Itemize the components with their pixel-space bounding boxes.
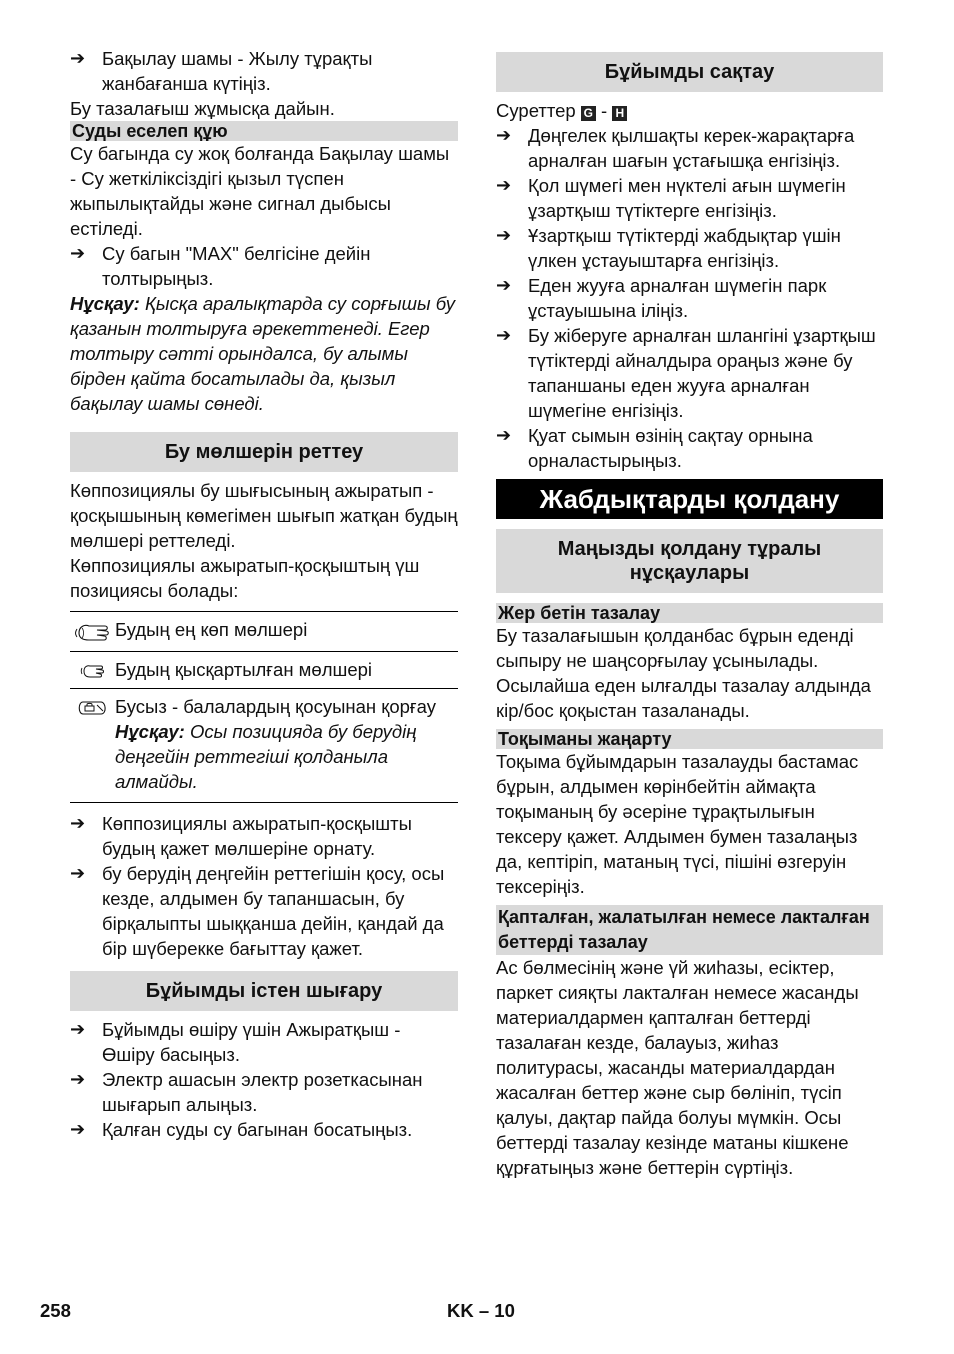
note-text: Қысқа аралықтарда су сорғышы бу қазанын толтыруға әрекеттенеді. Егер толтыру сәтті орындалса, бу алымы бірден қайта босатылады да, қызыл бақылау шамы сөнеді. [70,293,455,414]
option-text: Бусыз - балалардың қосуынан қорғау [115,696,436,717]
figures-separator: - [600,100,608,121]
coated-text: Ас бөлмесінің және үй жиһазы, есіктер, паркет сияқты лакталған немесе жасанды материалдармен қапталған беттерді тазалаған кезде, балауыз, жиһаз политурасы, жасанды материалдардан жасалған беттер және сыр бөлініп, түсіп қалуы, дақтар пайда болуы мүмкін. Осы беттерді тазалау кезінде матаны кішкене құрғатыңыз және беттерін сүртіңіз. [496,957,859,1178]
arrow-icon: ➔ [496,325,512,345]
list-item-text: бу берудің деңгейін реттегішін қосу, осы кезде, алдымен бу тапаншасын, бу бірқалыпты шыққанша дейін, қандай да бір шүберекке бағыттау қажет. [102,863,445,959]
arrow-icon: ➔ [496,225,512,245]
steam-section-heading: Бу мөлшерін реттеу [70,432,458,472]
list-item [70,811,458,861]
usage-section-heading: Маңызды қолдану тұралы нұсқаулары [496,529,883,593]
list-item [496,323,883,423]
arrow-icon: ➔ [70,813,86,833]
coated-heading: Қапталған, жалатылған немесе лакталған беттерді тазалау [496,905,883,955]
list-item-text: Бұйымды өшіру үшін Ажыратқыш - Өшіру басыңыз. [102,1019,401,1065]
textile-heading: Тоқыманы жаңарту [496,729,883,749]
figures-reference [496,98,883,123]
note-text: Осы позицияда бу берудің деңгейін реттегіші қолданыла алмайды. [115,721,417,792]
steam-intro: Көппозициялы бу шығысының ажыратып - қосқышының көмегімен шығып жатқан будың мөлшері реттеледі. [70,480,458,551]
textile-text: Тоқыма бұйымдарын тазалауды бастамас бұрын, алдымен көрінбейтін аймақта тоқыманың бу әсеріне тұрақтылығын тексеру қажет. Алдымен бумен тазалаңыз да, кептіріп, матаның түсі, пішіні өзгеруін тексеріңіз. [496,751,859,897]
page-code: KK – 10 [447,1300,515,1321]
ready-text: Бу тазалағыш жұмысқа дайын. [70,98,335,119]
option-text: Будың қысқартылған мөлшері [115,659,373,680]
arrow-icon: ➔ [70,863,86,883]
list-item-text: Бақылау шамы - Жылу тұрақты жанбағанша күтіңіз. [102,48,373,94]
table-row [70,612,458,652]
list-item-text: Дөңгелек қылшақты керек-жарақтарға арналған шағын ұстағышқа енгізіңіз. [528,125,855,171]
floor-heading: Жер бетін тазалау [496,603,883,623]
arrow-icon: ➔ [496,125,512,145]
figure-badge-h: H [612,106,627,121]
table-row [70,689,458,803]
list-item-text: Ұзартқыш түтіктерді жабдықтар үшін үлкен ұстауыштарға енгізіңіз. [528,225,841,271]
storage-steps [496,123,883,473]
arrow-icon: ➔ [496,425,512,445]
list-item-text: Бу жіберуге арналған шлангіні ұзартқыш түтіктерді айналдыра ораңыз және бу тапаншаны еден жууға арналған шүмегіне енгізіңіз. [528,325,876,421]
page-number: 258 [40,1300,71,1321]
arrow-icon: ➔ [70,1019,86,1039]
arrow-icon: ➔ [70,1069,86,1089]
shutdown-section-heading: Бұйымды істен шығару [70,971,458,1011]
list-item-text: Қуат сымын өзінің сақтау орнына орналастырыңыз. [528,425,813,471]
list-item [70,241,458,291]
max-steam-icon [70,617,115,645]
list-item-text: Электр ашасын электр розеткасынан шығарып алыңыз. [102,1069,423,1115]
list-item [496,123,883,173]
steam-options-table [70,611,458,803]
reduced-steam-icon [70,657,115,682]
list-item [496,273,883,323]
note-label: Нұсқау: [70,293,140,314]
list-item-text: Қол шүмегі мен нүктелі ағын шүмегін ұзартқыш түтіктерге енгізіңіз. [528,175,846,221]
refill-heading: Суды еселеп құю [70,121,458,141]
note-label: Нұсқау: [115,721,185,742]
list-item-text: Көппозициялы ажыратып-қосқышты будың қажет мөлшеріне орнату. [102,813,412,859]
left-column [70,46,458,1142]
list-item-text: Қалған суды су багынан босатыңыз. [102,1119,413,1140]
list-item [70,1017,458,1067]
refill-text: Су багында су жоқ болғанда Бақылау шамы - Су жеткіліксіздігі қызыл түспен жыпылықтайды және сигнал дыбысы естіледі. [70,143,450,239]
list-item-text: Еден жууға арналған шүмегін парк ұстауышына іліңіз. [528,275,827,321]
figure-badge-g: G [581,106,596,121]
floor-text: Бу тазалағышын қолданбас бұрын еденді сыпыру не шаңсорғылау ұсынылады. Осылайша еден ылғалды тазалау алдында кір/бос қоқыстан тазаланады. [496,625,871,721]
storage-section-heading: Бұйымды сақтау [496,52,883,92]
refill-note [70,291,458,416]
chapter-heading: Жабдықтарды қолдану [496,479,883,519]
right-column [496,46,883,1180]
arrow-icon: ➔ [70,48,86,68]
list-item [70,1067,458,1117]
table-row [70,652,458,689]
arrow-icon: ➔ [496,275,512,295]
arrow-icon: ➔ [70,1119,86,1139]
child-lock-icon [70,694,115,794]
option-note [115,719,458,794]
list-item [70,861,458,961]
figures-label: Суреттер [496,100,576,121]
list-item [70,1117,458,1142]
list-item [70,46,458,96]
arrow-icon: ➔ [70,243,86,263]
arrow-icon: ➔ [496,175,512,195]
list-item [496,423,883,473]
list-item [496,223,883,273]
option-text: Будың ең көп мөлшері [115,619,308,640]
list-item-text: Су багын "MAX" белгісіне дейін толтырыңыз. [102,243,371,289]
steam-intro-positions: Көппозициялы ажыратып-қосқыштың үш позициясы болады: [70,555,420,601]
list-item [496,173,883,223]
